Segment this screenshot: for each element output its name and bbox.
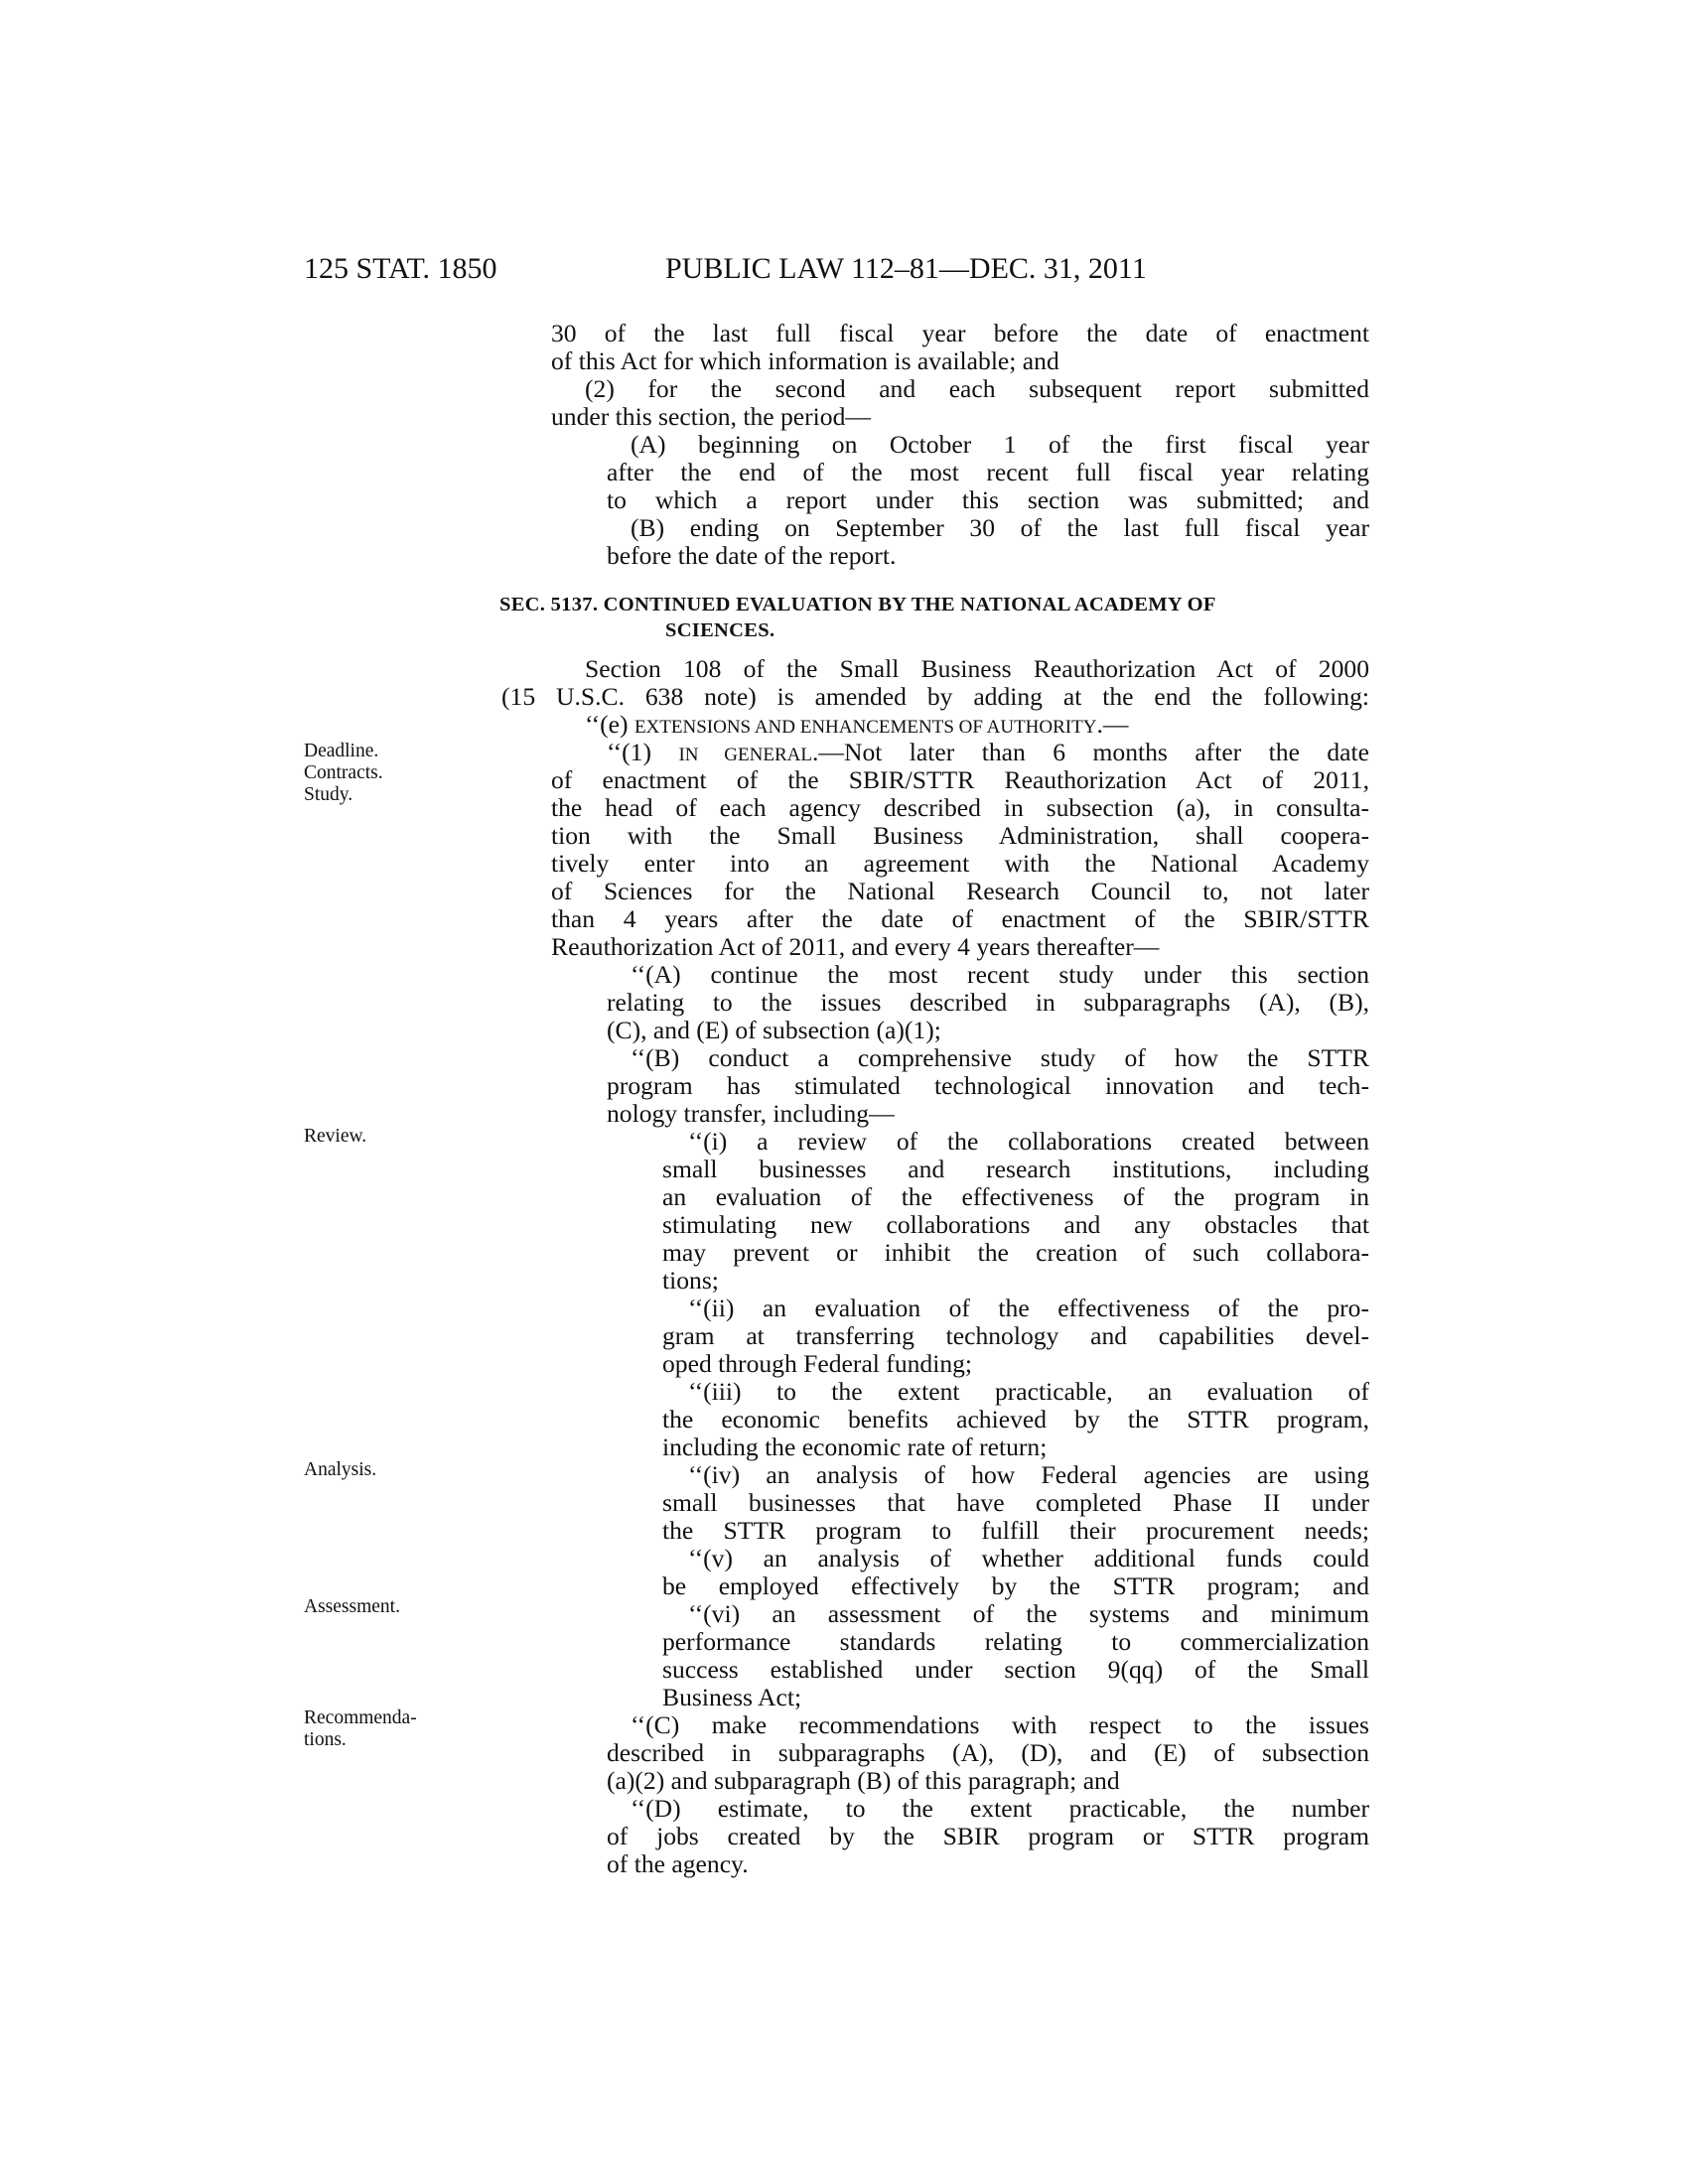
section-heading bbox=[499, 592, 1369, 643]
text-line: the head of each agency described in subsection (a), in consulta- bbox=[551, 793, 1369, 822]
text-line: ‘‘(i) a review of the collaborations created between bbox=[688, 1127, 1369, 1156]
text-line: small businesses that have completed Phase II under bbox=[662, 1488, 1369, 1517]
text-line: after the end of the most recent full fiscal year relating bbox=[607, 458, 1369, 486]
text-line: Business Act; bbox=[662, 1683, 802, 1711]
text-line: ‘‘(B) conduct a comprehensive study of how the STTR bbox=[631, 1043, 1369, 1072]
text-line: (2) for the second and each subsequent report submitted bbox=[585, 374, 1369, 403]
section-heading-line: SEC. 5137. CONTINUED EVALUATION BY THE NATIONAL ACADEMY OF bbox=[499, 594, 1216, 615]
text-line: ‘‘(C) make recommendations with respect to the issues bbox=[631, 1710, 1369, 1739]
text-line: performance standards relating to commercialization bbox=[662, 1627, 1369, 1656]
text-line: to which a report under this section was submitted; and bbox=[607, 485, 1369, 514]
text-line: nology transfer, including— bbox=[607, 1099, 895, 1128]
text-line: tion with the Small Business Administration, shall coopera- bbox=[551, 821, 1369, 850]
text-line: success established under section 9(qq) of the Small bbox=[662, 1655, 1369, 1684]
subsection-title: EXTENSIONS AND ENHANCEMENTS OF AUTHORITY bbox=[633, 717, 1097, 738]
text-line: 30 of the last full fiscal year before the date of enactment bbox=[551, 319, 1369, 347]
text-line: (C), and (E) of subsection (a)(1); bbox=[607, 1016, 941, 1044]
text-line: ‘‘(vi) an assessment of the systems and minimum bbox=[688, 1599, 1369, 1628]
text-line: under this section, the period— bbox=[551, 402, 871, 431]
text-line: including the economic rate of return; bbox=[662, 1433, 1048, 1461]
text-line: (B) ending on September 30 of the last full fiscal year bbox=[631, 513, 1369, 542]
text-line: an evaluation of the effectiveness of the program in bbox=[662, 1182, 1369, 1211]
text-line: (15 U.S.C. 638 note) is amended by adding at the end the following: bbox=[501, 682, 1369, 711]
body-text bbox=[499, 319, 1370, 1878]
text-line: the economic benefits achieved by the STTR program, bbox=[662, 1405, 1369, 1433]
text-line: ‘‘(A) continue the most recent study under this section bbox=[631, 960, 1369, 989]
side-note-deadline: Deadline. bbox=[304, 741, 379, 761]
text-line: Section 108 of the Small Business Reauthorization Act of 2000 bbox=[585, 654, 1369, 683]
text-line: gram at transferring technology and capabilities devel- bbox=[662, 1321, 1369, 1350]
text-line: ‘‘(iv) an analysis of how Federal agencies are using bbox=[688, 1460, 1369, 1489]
side-note-review: Review. bbox=[304, 1126, 367, 1147]
text-line: of jobs created by the SBIR program or STTR program bbox=[607, 1822, 1369, 1850]
paragraph-open: ‘‘(1) bbox=[607, 738, 679, 766]
section-heading-line: SCIENCES. bbox=[665, 619, 775, 641]
text-line: (a)(2) and subparagraph (B) of this paragraph; and bbox=[607, 1766, 1120, 1795]
side-note-analysis: Analysis. bbox=[304, 1459, 377, 1480]
text-line: tions; bbox=[662, 1266, 719, 1295]
paragraph-text: .—Not later than 6 months after the date bbox=[811, 738, 1370, 766]
text-line: may prevent or inhibit the creation of such collabora- bbox=[662, 1238, 1369, 1267]
text-line: tively enter into an agreement with the National Academy bbox=[551, 849, 1369, 878]
page-citation: 125 STAT. 1850 bbox=[304, 252, 497, 285]
side-note-study: Study. bbox=[304, 784, 353, 805]
text-line: ‘‘(ii) an evaluation of the effectiveness of the pro- bbox=[688, 1294, 1369, 1322]
text-line: be employed effectively by the STTR program; and bbox=[662, 1571, 1369, 1600]
subsection-heading bbox=[585, 711, 1369, 739]
running-header: PUBLIC LAW 112–81—DEC. 31, 2011 bbox=[665, 252, 1147, 285]
subsection-open: ‘‘(e) bbox=[585, 710, 634, 739]
paragraph-title: IN GENERAL bbox=[678, 745, 812, 765]
text-line: small businesses and research institutions, including bbox=[662, 1155, 1369, 1183]
text-line: ‘‘(iii) to the extent practicable, an evaluation of bbox=[688, 1377, 1369, 1406]
text-line: of this Act for which information is available; and bbox=[551, 346, 1059, 375]
text-line: of Sciences for the National Research Council to, not later bbox=[551, 877, 1369, 905]
text-line: oped through Federal funding; bbox=[662, 1349, 973, 1378]
text-line: than 4 years after the date of enactment of the SBIR/STTR bbox=[551, 904, 1369, 933]
text-line: of enactment of the SBIR/STTR Reauthorization Act of 2011, bbox=[551, 765, 1369, 794]
subsection-dash: .— bbox=[1096, 710, 1129, 739]
text-line: the STTR program to fulfill their procurement needs; bbox=[662, 1516, 1369, 1545]
text-line: ‘‘(D) estimate, to the extent practicable, the number bbox=[631, 1794, 1369, 1823]
text-line: stimulating new collaborations and any obstacles that bbox=[662, 1210, 1369, 1239]
side-note-assessment: Assessment. bbox=[304, 1596, 400, 1617]
text-line: program has stimulated technological innovation and tech- bbox=[607, 1071, 1369, 1100]
paragraph-heading bbox=[607, 739, 1369, 766]
side-note-recommendations-cont: tions. bbox=[304, 1729, 347, 1750]
text-line: of the agency. bbox=[607, 1849, 749, 1878]
text-line: Reauthorization Act of 2011, and every 4 years thereafter— bbox=[551, 932, 1160, 961]
text-line: relating to the issues described in subparagraphs (A), (B), bbox=[607, 988, 1369, 1017]
text-line: (A) beginning on October 1 of the first fiscal year bbox=[631, 430, 1369, 459]
text-line: ‘‘(v) an analysis of whether additional funds could bbox=[688, 1544, 1369, 1572]
side-note-recommendations: Recommenda- bbox=[304, 1707, 417, 1728]
side-note-contracts: Contracts. bbox=[304, 762, 383, 783]
text-line: described in subparagraphs (A), (D), and (E) of subsection bbox=[607, 1738, 1369, 1767]
text-line: before the date of the report. bbox=[607, 541, 897, 570]
